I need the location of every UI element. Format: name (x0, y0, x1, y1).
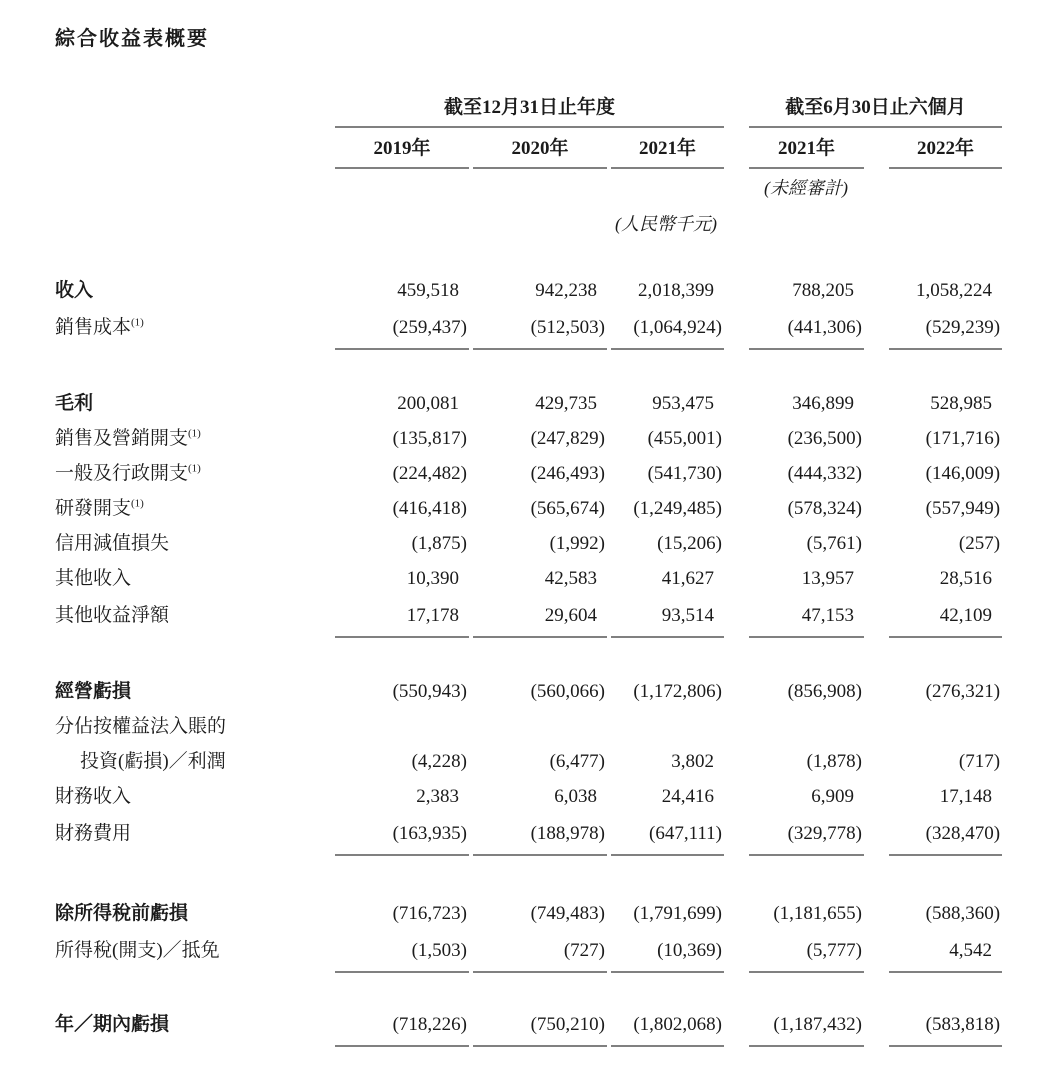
value: (1,992) (549, 533, 605, 555)
value-cell (335, 925, 469, 973)
value-cell (724, 450, 864, 485)
value: 942,238 (535, 280, 597, 302)
value-cell (469, 999, 607, 1047)
col-group-interim: 截至6月30日止六個月 (724, 97, 1002, 128)
table-row (55, 890, 1002, 925)
row-label: 所得稅(開支)／抵免 (55, 940, 220, 962)
value-cell (724, 302, 864, 350)
value: 24,416 (661, 786, 715, 808)
row-label: 收入 (55, 280, 94, 302)
value: 528,985 (930, 393, 993, 415)
value-cell (335, 590, 469, 638)
value-cell (607, 450, 724, 485)
value: (1,181,655) (773, 903, 863, 925)
row-label: 除所得稅前虧損 (55, 903, 189, 925)
table-row (55, 415, 1002, 450)
value-cell (335, 520, 469, 555)
table-row (55, 808, 1002, 856)
value: 10,390 (406, 568, 459, 590)
value-cell (724, 555, 864, 590)
footnote-marker: (1) (131, 316, 144, 329)
table-row (55, 450, 1002, 485)
row-label: 信用減值損失 (55, 533, 170, 555)
value: 2,383 (416, 786, 459, 808)
value: (146,009) (925, 463, 1001, 485)
row-label: 銷售成本$^{(1)}$ (55, 316, 144, 339)
value: 429,735 (535, 393, 597, 415)
value: (565,674) (530, 498, 605, 520)
value: 3,802 (671, 751, 715, 773)
value: (1,187,432) (749, 1014, 864, 1047)
value: 42,109 (889, 605, 1002, 638)
value-cell (335, 738, 469, 773)
value: (444,332) (787, 463, 863, 485)
value: (750,210) (473, 1014, 607, 1047)
value-cell (607, 520, 724, 555)
value: 788,205 (792, 280, 855, 302)
col-group-annual: 截至12月31日止年度 (335, 97, 724, 128)
value-cell (864, 738, 1002, 773)
value: 42,583 (544, 568, 597, 590)
value-cell (724, 703, 864, 738)
value-cell (864, 450, 1002, 485)
value-cell (469, 380, 607, 415)
value-cell (864, 808, 1002, 856)
value-cell (864, 668, 1002, 703)
value: (550,943) (392, 681, 467, 703)
value: (276,321) (925, 681, 1001, 703)
value-cell (724, 520, 864, 555)
row-label: 投資(虧損)／利潤 (80, 751, 226, 773)
value-cell (607, 302, 724, 350)
value: (135,817) (392, 428, 467, 450)
row-label: 毛利 (55, 393, 94, 415)
value-cell (724, 415, 864, 450)
value: (246,493) (530, 463, 605, 485)
table-row (55, 773, 1002, 808)
value-cell (607, 485, 724, 520)
value: (188,978) (473, 823, 607, 856)
value-cell (864, 773, 1002, 808)
currency-note: (人民幣千元) (615, 214, 717, 235)
value-cell (607, 890, 724, 925)
currency-note-row (55, 202, 1002, 241)
value-cell (335, 450, 469, 485)
value: (10,369) (611, 940, 724, 973)
value: (1,064,924) (611, 317, 724, 350)
table-row (55, 267, 1002, 302)
value: 346,899 (792, 393, 855, 415)
value-cell (607, 555, 724, 590)
row-label: 年／期內虧損 (55, 1014, 170, 1036)
value: 459,518 (397, 280, 459, 302)
value-cell (335, 890, 469, 925)
value-cell (607, 738, 724, 773)
value: (512,503) (473, 317, 607, 350)
value-cell (724, 890, 864, 925)
footnote-marker: (1) (131, 497, 144, 510)
value-cell (607, 590, 724, 638)
column-group-row (55, 97, 1002, 128)
value-cell (469, 808, 607, 856)
value: (529,239) (889, 317, 1002, 350)
value: (171,716) (925, 428, 1001, 450)
value: (416,418) (392, 498, 467, 520)
row-label: 其他收益淨額 (55, 605, 170, 627)
value-cell (335, 302, 469, 350)
value: (856,908) (787, 681, 863, 703)
value-cell (724, 738, 864, 773)
table-header (55, 97, 1002, 267)
value: (236,500) (787, 428, 863, 450)
value-cell (335, 703, 469, 738)
value: 41,627 (661, 568, 715, 590)
value: 47,153 (749, 605, 864, 638)
value-cell (724, 668, 864, 703)
value-cell (469, 485, 607, 520)
year-header-2021-interim: 2021年 (724, 128, 864, 169)
footnote-marker: (1) (188, 462, 201, 475)
value: (5,761) (806, 533, 863, 555)
value: 2,018,399 (638, 280, 715, 302)
page-title: 綜合收益表概要 (55, 28, 209, 50)
value-cell (724, 485, 864, 520)
value: (455,001) (647, 428, 723, 450)
value: (328,470) (889, 823, 1002, 856)
spacer-row (55, 241, 1002, 267)
value-cell (864, 520, 1002, 555)
value-cell (607, 808, 724, 856)
row-label: 財務費用 (55, 823, 132, 845)
value: (1,503) (335, 940, 469, 973)
year-header-2021: 2021年 (607, 128, 724, 169)
value: 6,909 (811, 786, 855, 808)
value: (588,360) (925, 903, 1001, 925)
value-cell (469, 302, 607, 350)
value: (541,730) (647, 463, 723, 485)
unaudited-note: (未經審計) (764, 177, 848, 198)
year-header-2022: 2022年 (864, 128, 1002, 169)
value: (557,949) (925, 498, 1001, 520)
value: 17,178 (335, 605, 469, 638)
value-cell (864, 555, 1002, 590)
value: (718,226) (335, 1014, 469, 1047)
value: (247,829) (530, 428, 605, 450)
value-cell (335, 380, 469, 415)
row-label: 分佔按權益法入賬的 (55, 716, 227, 738)
value: 17,148 (939, 786, 993, 808)
value: 1,058,224 (916, 280, 993, 302)
table-row (55, 668, 1002, 703)
value-cell (864, 380, 1002, 415)
row-label: 研發開支$^{(1)}$ (55, 497, 144, 520)
value: (5,777) (749, 940, 864, 973)
value-cell (469, 590, 607, 638)
table-row (55, 302, 1002, 350)
value: 93,514 (611, 605, 724, 638)
value-cell (335, 267, 469, 302)
value-cell (724, 590, 864, 638)
row-label: 其他收入 (55, 568, 132, 590)
value-cell (864, 925, 1002, 973)
value-cell (335, 808, 469, 856)
value: (6,477) (549, 751, 605, 773)
value-cell (724, 380, 864, 415)
value: (749,483) (530, 903, 605, 925)
value: (4,228) (411, 751, 467, 773)
value-cell (469, 890, 607, 925)
value: 28,516 (939, 568, 993, 590)
year-header-row (55, 128, 1002, 169)
value-cell (335, 415, 469, 450)
value-cell (864, 415, 1002, 450)
value: (1,249,485) (633, 498, 723, 520)
row-label: 財務收入 (55, 786, 132, 808)
value-cell (724, 925, 864, 973)
value-cell (335, 555, 469, 590)
spacer-row (55, 973, 1002, 999)
value-cell (469, 450, 607, 485)
spacer-row (55, 350, 1002, 380)
income-statement-table (55, 97, 1002, 1047)
value: (224,482) (392, 463, 467, 485)
year-header-2020: 2020年 (469, 128, 607, 169)
value: (1,802,068) (611, 1014, 724, 1047)
value-cell (864, 703, 1002, 738)
value: (647,111) (611, 823, 724, 856)
spacer-row (55, 638, 1002, 668)
footnote-marker: (1) (188, 427, 201, 440)
value-cell (335, 668, 469, 703)
value: (717) (958, 751, 1001, 773)
table-row (55, 380, 1002, 415)
value: (583,818) (889, 1014, 1002, 1047)
row-label: 經營虧損 (55, 681, 132, 703)
value: (578,324) (787, 498, 863, 520)
value-cell (469, 773, 607, 808)
table-row (55, 925, 1002, 973)
value-cell (335, 485, 469, 520)
spacer-row (55, 856, 1002, 890)
value-cell (607, 267, 724, 302)
value-cell (469, 520, 607, 555)
value-cell (469, 415, 607, 450)
value-cell (724, 267, 864, 302)
value-cell (724, 999, 864, 1047)
value-cell (607, 773, 724, 808)
unaudited-note-row (55, 169, 1002, 203)
value-cell (335, 773, 469, 808)
empty-corner-cell (55, 97, 335, 128)
row-label: 銷售及營銷開支$^{(1)}$ (55, 427, 201, 450)
value-cell (864, 485, 1002, 520)
value-cell (335, 999, 469, 1047)
table-body (55, 267, 1002, 1047)
value: 13,957 (801, 568, 855, 590)
table-row (55, 555, 1002, 590)
value-cell (864, 302, 1002, 350)
value: 953,475 (652, 393, 715, 415)
value: 29,604 (473, 605, 607, 638)
table-row (55, 520, 1002, 555)
value: (1,791,699) (633, 903, 723, 925)
value: 6,038 (554, 786, 597, 808)
value-cell (607, 999, 724, 1047)
value: (1,172,806) (633, 681, 723, 703)
value-cell (864, 590, 1002, 638)
table-row (55, 590, 1002, 638)
value: (441,306) (749, 317, 864, 350)
value: (257) (958, 533, 1001, 555)
value-cell (469, 925, 607, 973)
value: (259,437) (335, 317, 469, 350)
table-row (55, 999, 1002, 1047)
value: (163,935) (335, 823, 469, 856)
value-cell (469, 703, 607, 738)
value-cell (724, 808, 864, 856)
value: (716,723) (392, 903, 467, 925)
value: (329,778) (749, 823, 864, 856)
value-cell (607, 703, 724, 738)
value-cell (607, 668, 724, 703)
value-cell (864, 267, 1002, 302)
value: (727) (473, 940, 607, 973)
value: 4,542 (889, 940, 1002, 973)
table-row (55, 485, 1002, 520)
value-cell (469, 555, 607, 590)
value-cell (469, 267, 607, 302)
value-cell (864, 890, 1002, 925)
value-cell (724, 773, 864, 808)
value: (1,878) (806, 751, 863, 773)
value: (15,206) (657, 533, 723, 555)
value-cell (607, 380, 724, 415)
table-row (55, 703, 1002, 738)
row-label: 一般及行政開支$^{(1)}$ (55, 462, 201, 485)
value-cell (469, 738, 607, 773)
value-cell (864, 999, 1002, 1047)
value-cell (469, 668, 607, 703)
year-header-2019: 2019年 (335, 128, 469, 169)
value: 200,081 (397, 393, 459, 415)
value: (560,066) (530, 681, 605, 703)
value-cell (607, 925, 724, 973)
value-cell (607, 415, 724, 450)
value: (1,875) (411, 533, 467, 555)
table-row (55, 738, 1002, 773)
empty-corner-cell (55, 128, 335, 169)
